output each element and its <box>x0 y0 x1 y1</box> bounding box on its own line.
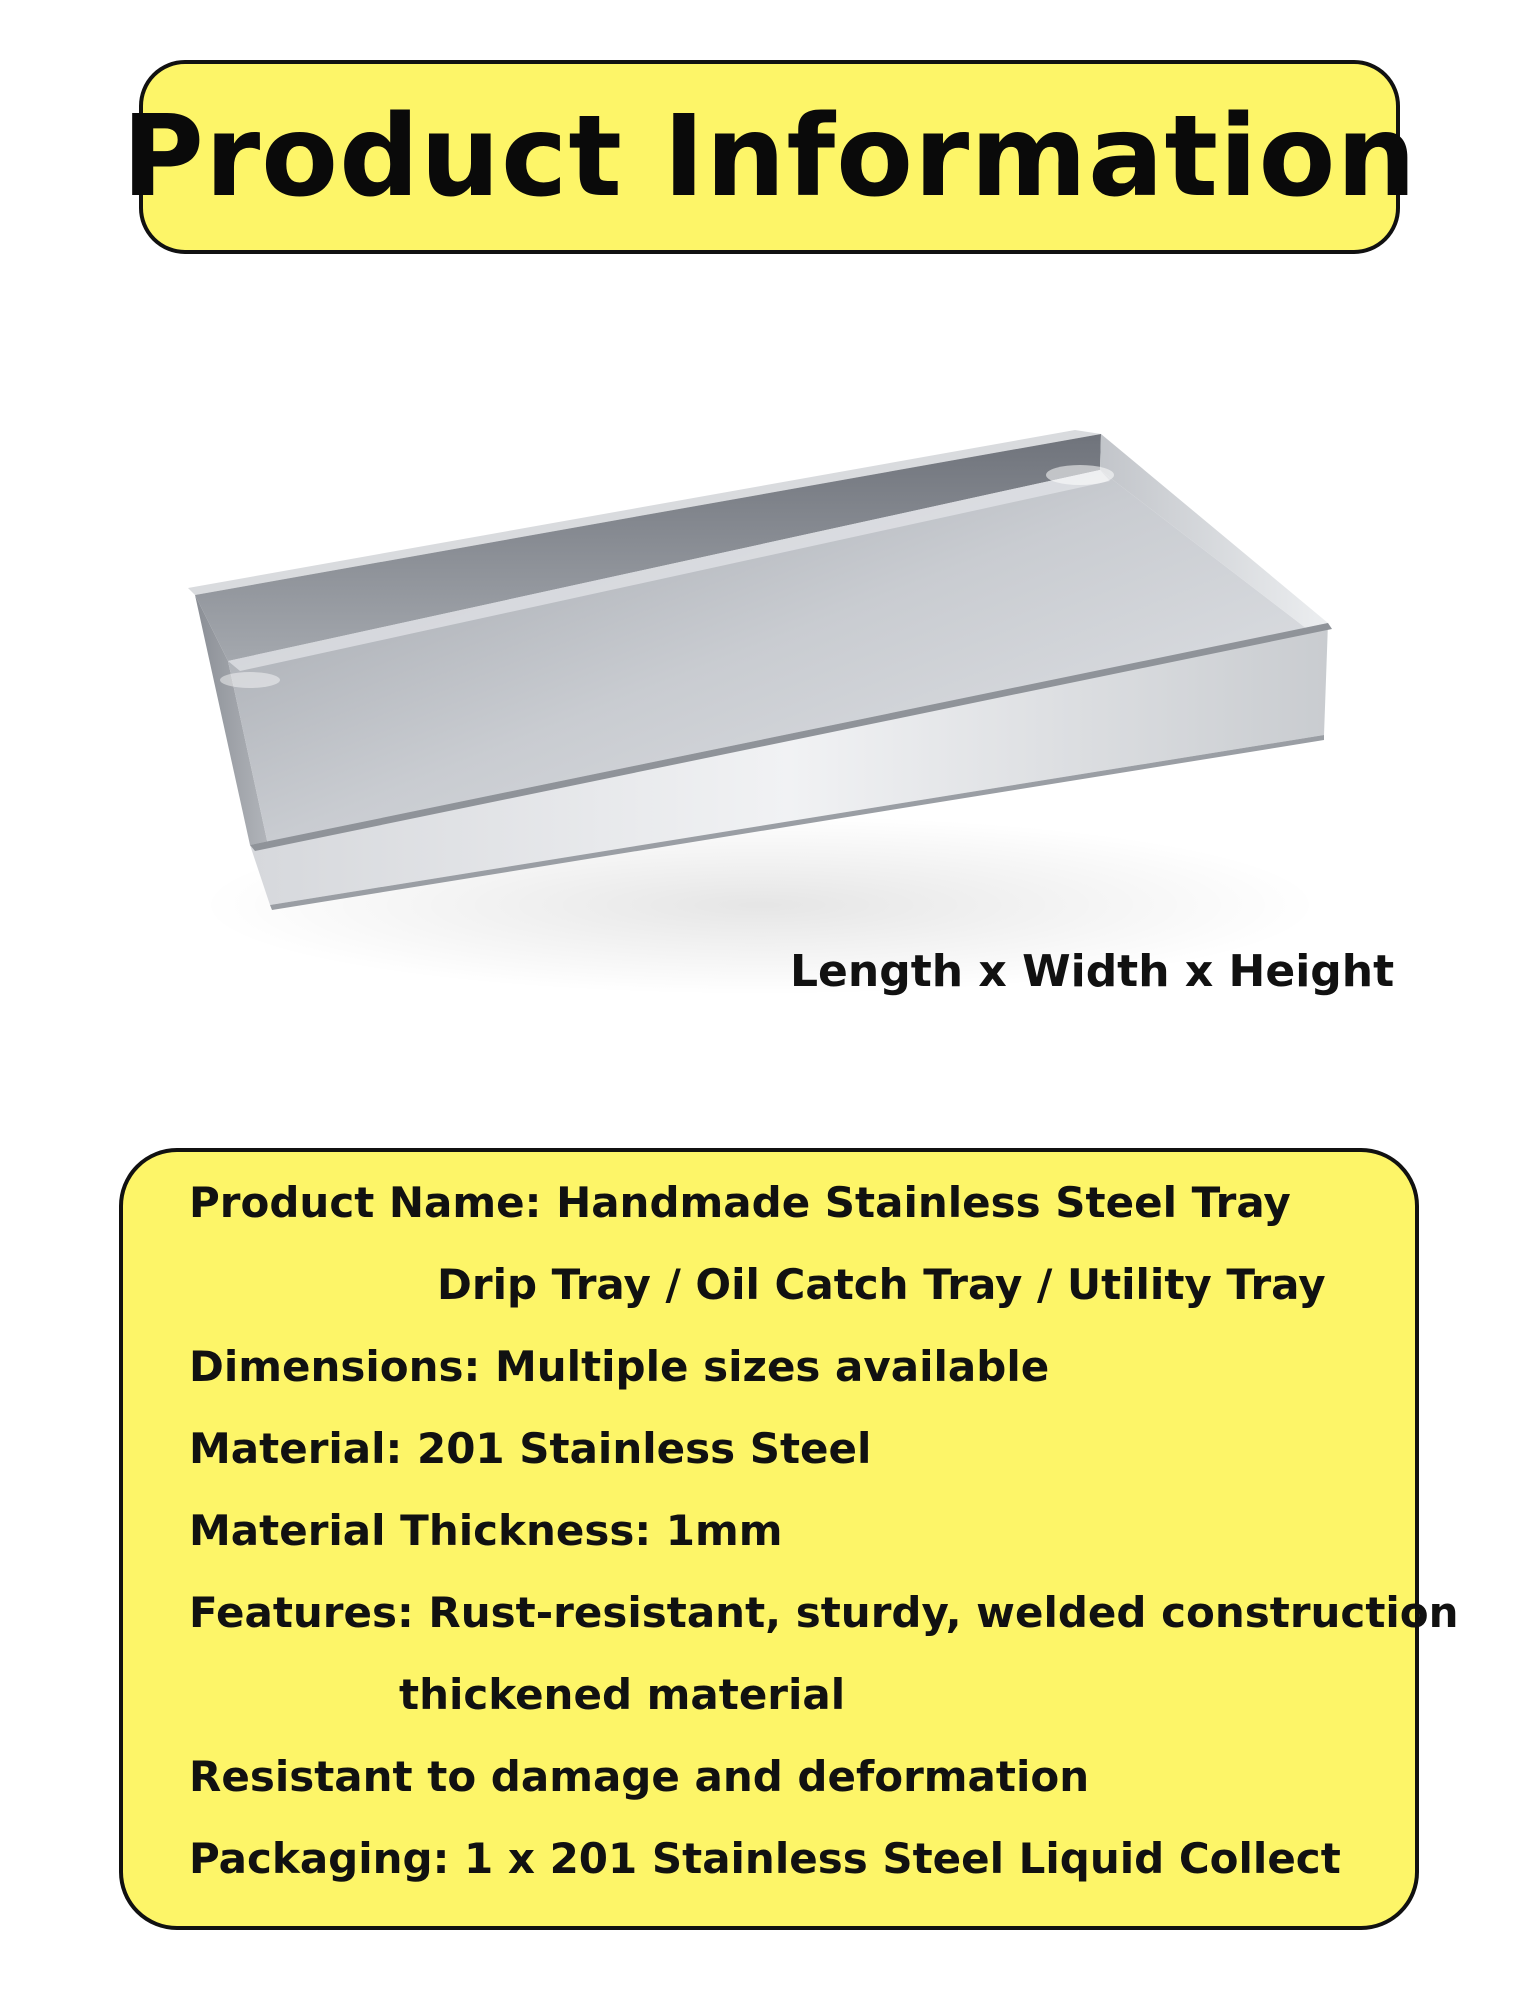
info-features-continued: thickened material <box>399 1670 846 1719</box>
info-resistance: Resistant to damage and deformation <box>189 1752 1090 1801</box>
page-title: Product Information <box>121 92 1418 222</box>
dimension-caption: Length x Width x Height <box>790 946 1395 997</box>
info-material: Material: 201 Stainless Steel <box>189 1424 872 1473</box>
product-info-box <box>119 1148 1459 1930</box>
info-dimensions: Dimensions: Multiple sizes available <box>189 1342 1050 1391</box>
stainless-steel-tray-illustration <box>100 345 1400 1050</box>
info-product-name-continued: Drip Tray / Oil Catch Tray / Utility Tray <box>437 1260 1326 1309</box>
info-packaging: Packaging: 1 x 201 Stainless Steel Liquid Collect <box>189 1834 1341 1883</box>
info-product-name: Product Name: Handmade Stainless Steel Tray <box>189 1178 1291 1227</box>
product-image-area <box>100 345 1400 1050</box>
info-material-thickness: Material Thickness: 1mm <box>189 1506 783 1555</box>
info-features: Features: Rust-resistant, sturdy, welded construction <box>189 1588 1459 1637</box>
title-banner <box>121 60 1418 254</box>
